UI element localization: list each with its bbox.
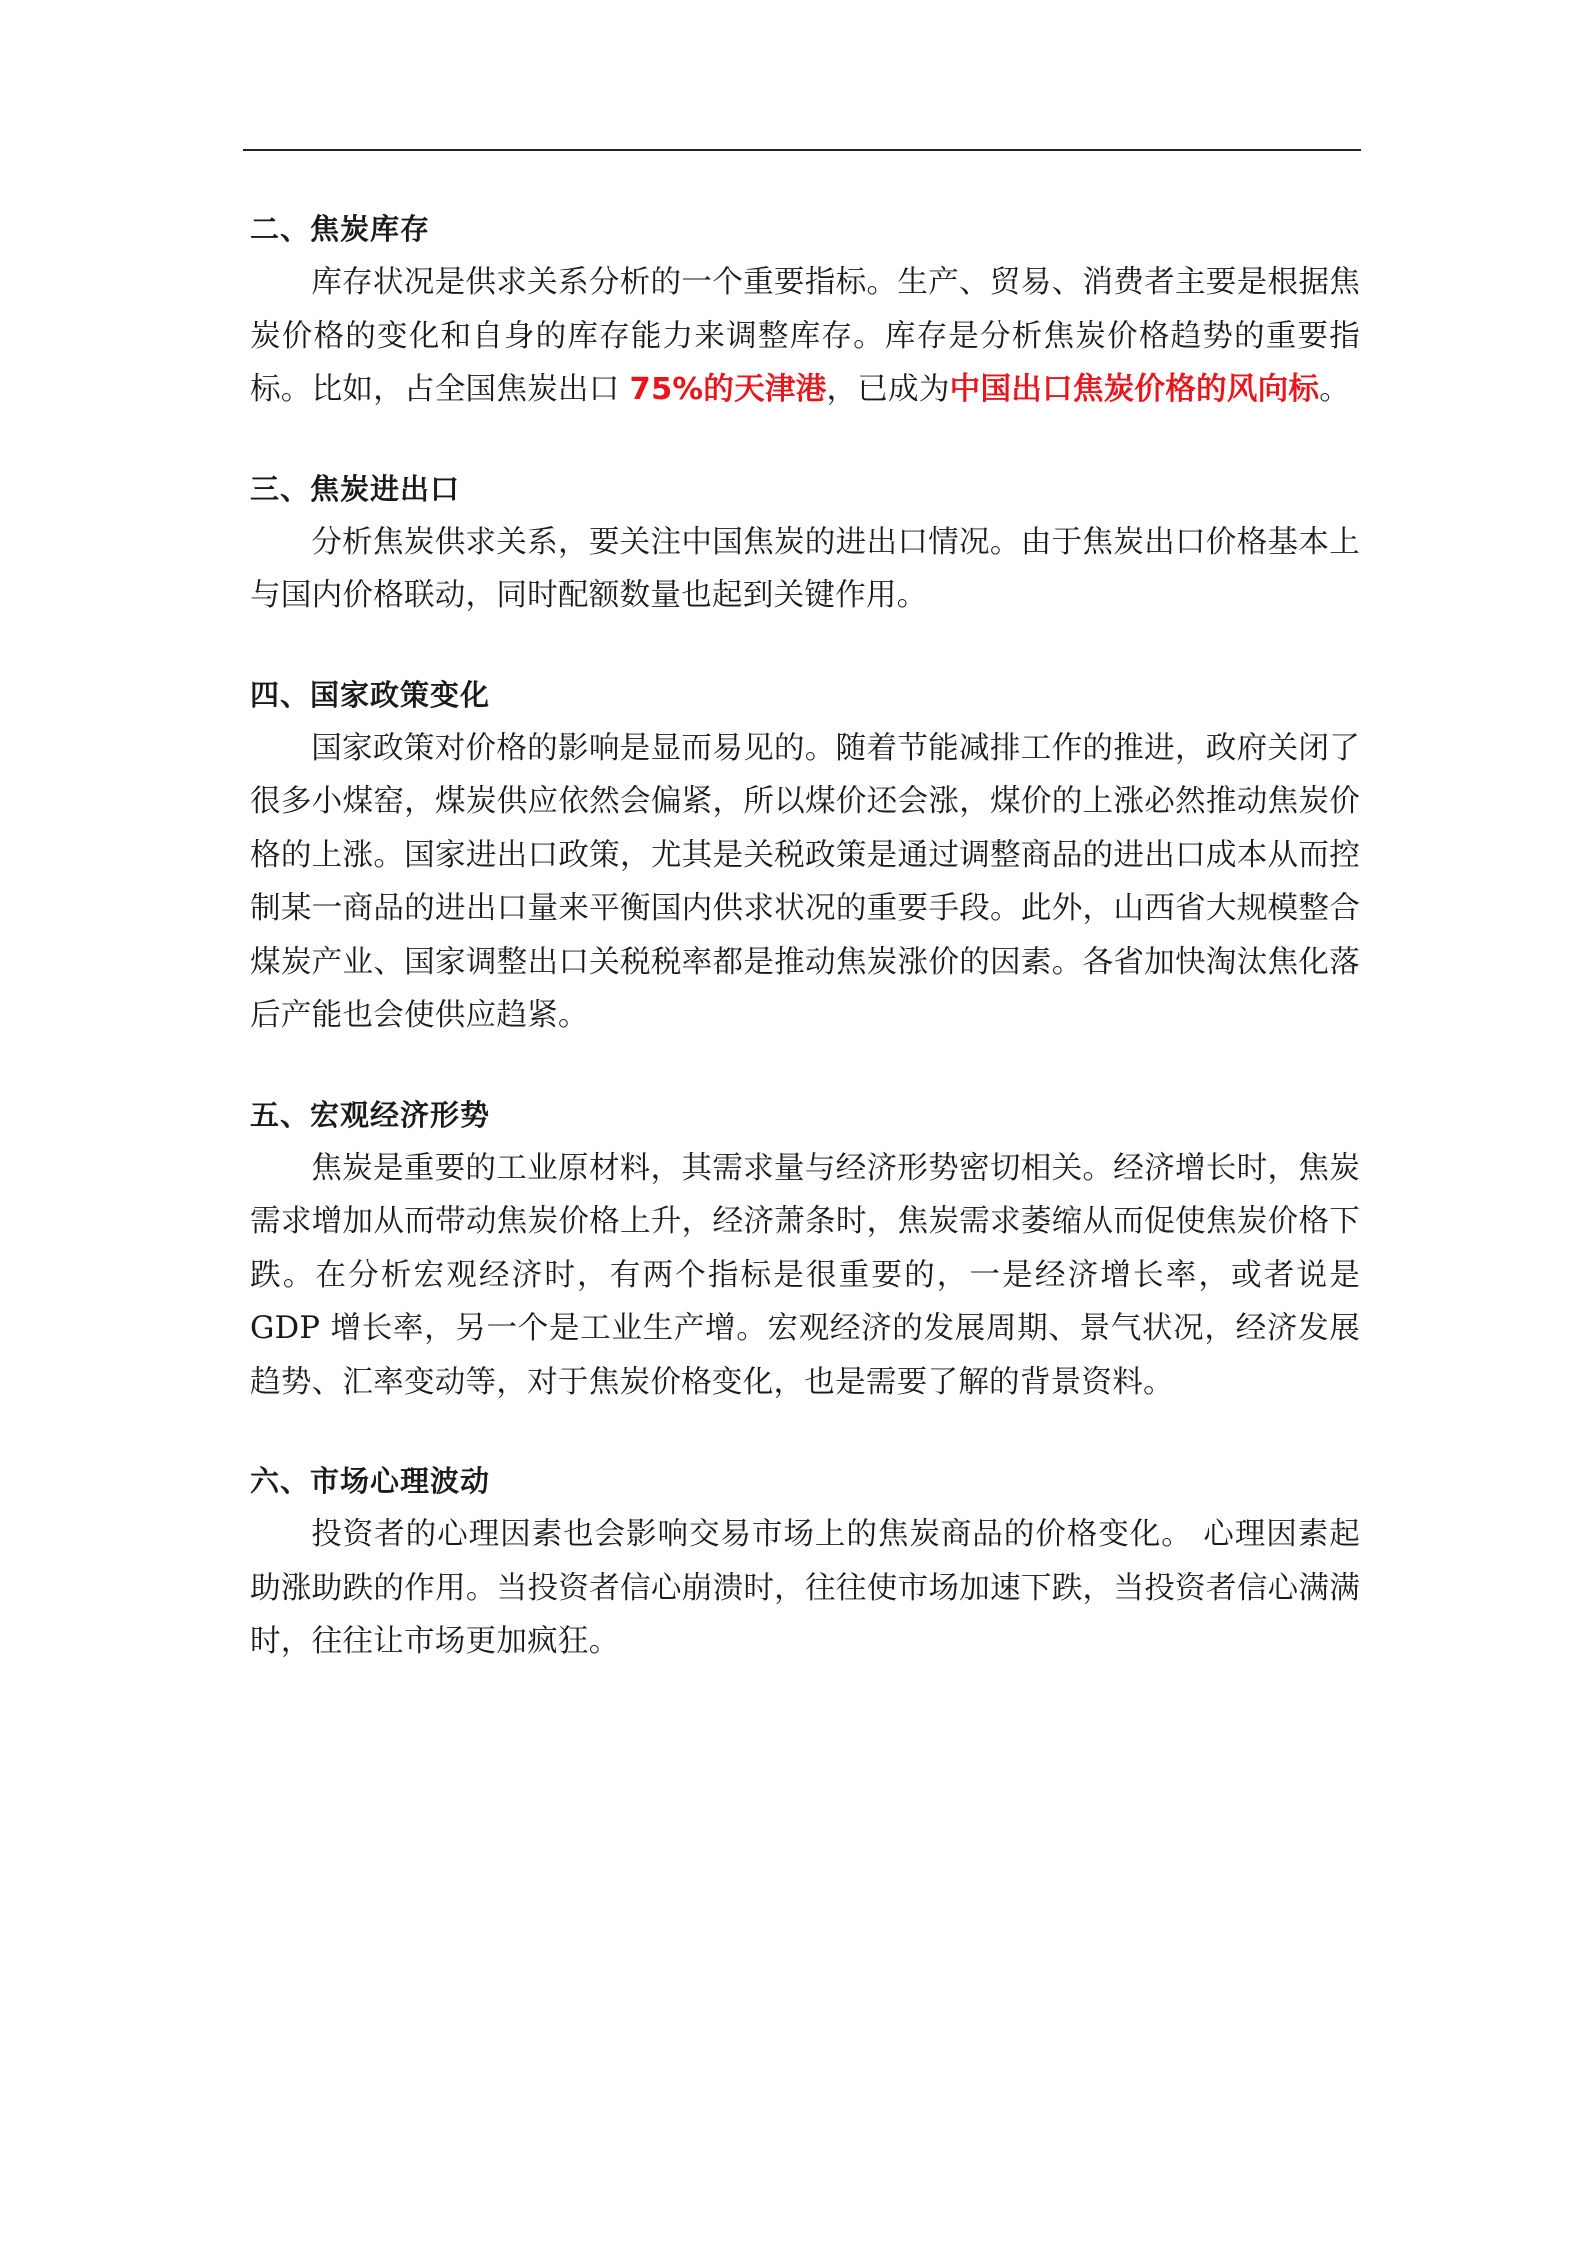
section-coke-import-export [250,462,1360,623]
section-paragraph [250,256,1360,417]
section-market-psychology [250,1454,1360,1669]
paragraph-text: 库存状况是供求关系分析的一个重要指标。生产、贸易、消费者主要是根据焦炭价格的变化和自身的库存能力来调整库存。库存是分析焦炭价格趋势的重要指标。比如，占全国焦炭出口 [250,265,1360,407]
section-title: 三、焦炭进出口 [250,471,461,506]
paragraph-text: 。 [1319,372,1350,407]
section-title: 二、焦炭库存 [250,212,431,246]
section-title: 四、国家政策变化 [250,677,491,712]
section-title: 五、宏观经济形势 [250,1097,491,1132]
section-paragraph: 国家政策对价格的影响是显而易见的。随着节能减排工作的推进，政府关闭了很多小煤窑，煤炭供应依然会偏紧，所以煤价还会涨，煤价的上涨必然推动焦炭价格的上涨。国家进出口政策，尤其是关税政策是通过调整商品的进出口成本从而控制某一商品的进出口量来平衡国内供求状况的重要手段。此外，山西省大规模整合煤炭产业、国家调整出口关税税率都是推动焦炭涨价的因素。各省加快淘汰焦化落后产能也会使供应趋紧。 [250,730,1360,1033]
document-body [250,202,1360,1714]
highlight-text: 75%的天津港 [629,372,827,407]
header-rule [243,149,1361,151]
highlight-text: 中国出口焦炭价格的风向标 [949,372,1320,407]
section-paragraph: 焦炭是重要的工业原材料，其需求量与经济形势密切相关。经济增长时，焦炭需求增加从而带动焦炭价格上升，经济萧条时，焦炭需求萎缩从而促使焦炭价格下跌。在分析宏观经济时，有两个指标是很重要的，一是经济增长率，或者说是 GDP 增长率，另一个是工业生产增。宏观经济的发展周期、景气状况，经济发展趋势、汇率变动等，对于焦炭价格变化，也是需要了解的背景资料。 [250,1150,1360,1400]
section-paragraph: 分析焦炭供求关系，要关注中国焦炭的进出口情况。由于焦炭出口价格基本上与国内价格联动，同时配额数量也起到关键作用。 [250,524,1360,613]
paragraph-text: ，已成为 [826,372,950,407]
section-title: 六、市场心理波动 [250,1464,491,1498]
section-macro-economy [250,1088,1360,1410]
section-paragraph: 投资者的心理因素也会影响交易市场上的焦炭商品的价格变化。 心理因素起助涨助跌的作用。当投资者信心崩溃时，往往使市场加速下跌，当投资者信心满满时，往往让市场更加疯狂。 [250,1517,1360,1659]
section-policy-changes [250,668,1360,1043]
section-coke-inventory [250,202,1360,417]
